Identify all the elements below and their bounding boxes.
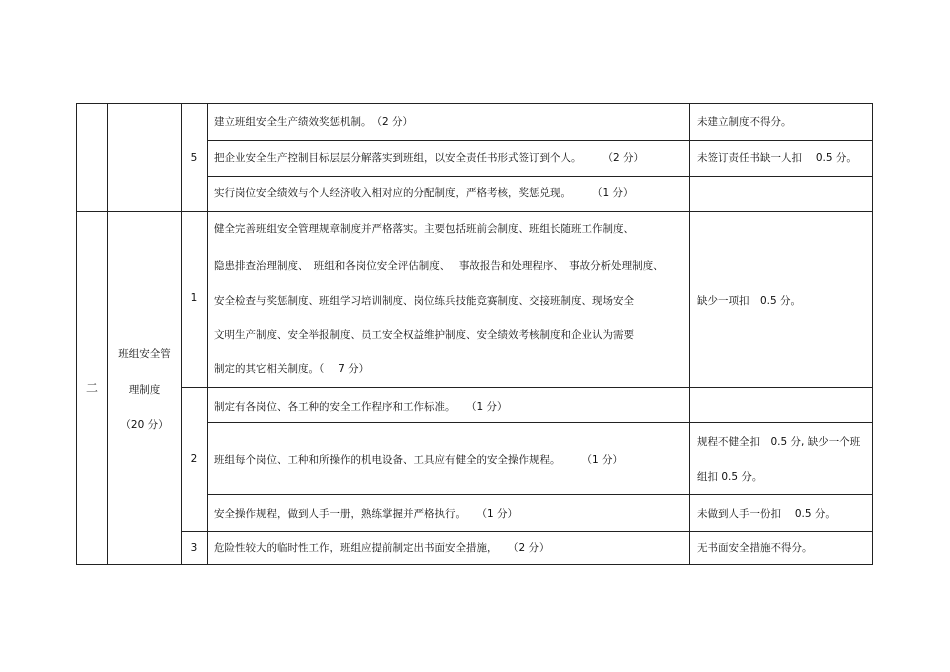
row-divider <box>207 140 873 141</box>
table-border-right <box>872 103 873 565</box>
item-number: 1 <box>190 292 198 304</box>
col-divider-content <box>207 103 208 565</box>
requirement-text-line: 隐患排查治理制度、 班组和各岗位安全评估制度、 事故报告和处理程序、 事故分析处理制度、 <box>214 260 664 272</box>
row-divider <box>207 494 873 495</box>
item-number: 5 <box>190 152 198 164</box>
row-divider <box>207 176 873 177</box>
scoring-standard: 缺少一项扣 0.5 分。 <box>697 295 802 307</box>
scoring-standard: 未建立制度不得分。 <box>697 116 792 128</box>
scoring-standard-line: 组扣 0.5 分。 <box>697 471 763 483</box>
section-number: 二 <box>85 381 98 395</box>
requirement-text: 实行岗位安全绩效与个人经济收入相对应的分配制度，严格考核，奖惩兑现。 （1 分） <box>214 187 634 199</box>
requirement-text: 把企业安全生产控制目标层层分解落实到班组，以安全责任书形式签订到个人。 （2 分） <box>214 152 645 164</box>
category-label-line: 理制度 <box>128 384 161 396</box>
requirement-text-line: 制定的其它相关制度。（ 7 分） <box>214 363 370 375</box>
table-border-left <box>76 103 77 565</box>
requirement-text-line: 安全检查与奖惩制度、班组学习培训制度、岗位练兵技能竞赛制度、交接班制度、现场安全 <box>214 295 634 307</box>
requirement-text: 危险性较大的临时性工作，班组应提前制定出书面安全措施， （2 分） <box>214 542 550 554</box>
scoring-standard: 未做到人手一份扣 0.5 分。 <box>697 508 836 520</box>
scoring-standard: 未签订责任书缺一人扣 0.5 分。 <box>697 152 857 164</box>
requirement-text: 班组每个岗位、工种和所操作的机电设备、工具应有健全的安全操作规程。 （1 分） <box>214 454 624 466</box>
category-label-line: 班组安全管 <box>118 348 171 360</box>
item-number: 3 <box>190 542 198 554</box>
item-number: 2 <box>190 453 198 465</box>
requirement-text: 安全操作规程，做到人手一册，熟练掌握并严格执行。 （1 分） <box>214 508 519 520</box>
col-divider-category <box>107 103 108 565</box>
row-divider <box>181 387 873 388</box>
table-border-bottom <box>76 564 873 565</box>
row-divider <box>207 422 873 423</box>
section-divider <box>76 211 873 212</box>
scoring-standard: 无书面安全措施不得分。 <box>697 542 813 554</box>
requirement-text-line: 健全完善班组安全管理规章制度并严格落实。主要包括班前会制度、班组长随班工作制度、 <box>214 223 634 235</box>
col-divider-item <box>181 103 182 565</box>
requirement-text-line: 文明生产制度、安全举报制度、员工安全权益维护制度、安全绩效考核制度和企业认为需要 <box>214 329 634 341</box>
col-divider-standard <box>689 103 690 565</box>
table-border-top <box>76 103 873 104</box>
category-score: （20 分） <box>120 419 169 431</box>
requirement-text: 建立班组安全生产绩效奖惩机制。 （2 分） <box>214 116 414 128</box>
requirement-text: 制定有各岗位、各工种的安全工作程序和工作标准。 （1 分） <box>214 401 508 413</box>
row-divider <box>181 531 873 532</box>
scoring-standard-line: 规程不健全扣 0.5 分, 缺少一个班 <box>697 436 861 448</box>
